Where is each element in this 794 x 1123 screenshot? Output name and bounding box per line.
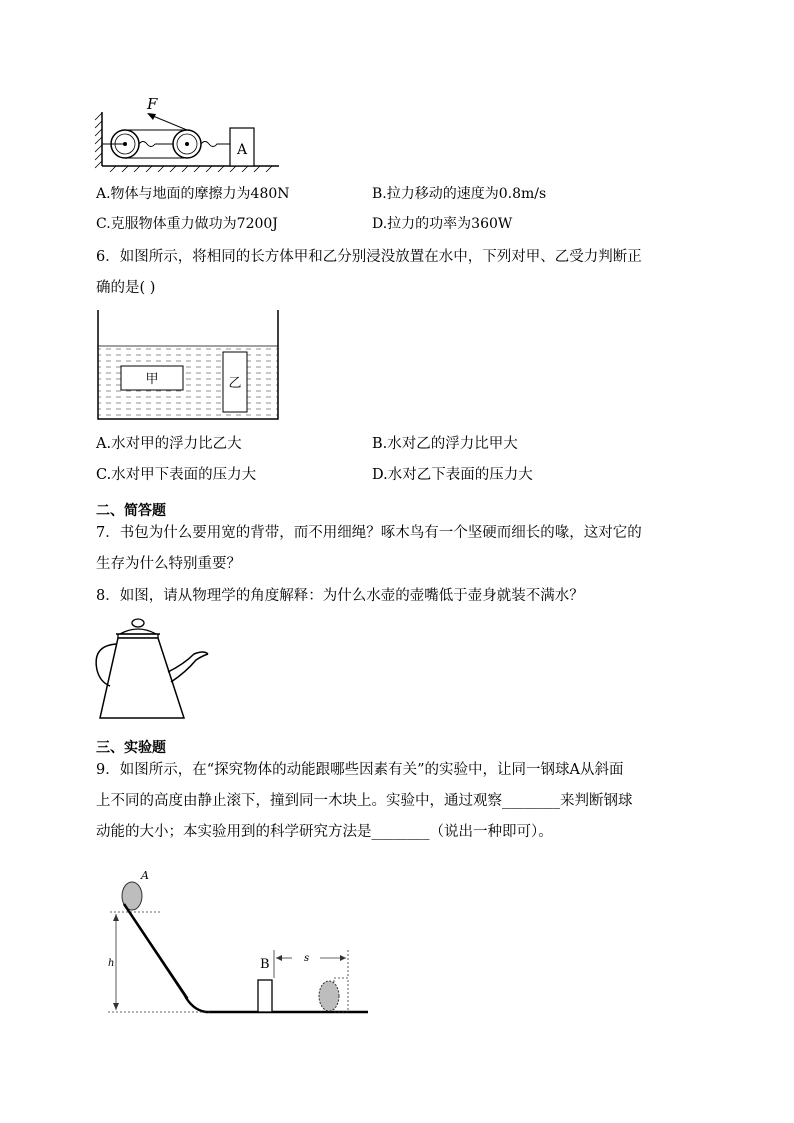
ball-a-label: A [141,869,149,882]
q6-option-a[interactable]: A.水对甲的浮力比乙大 [96,436,242,452]
distance-label: s [304,953,310,964]
q9-line3: 动能的大小；本实验用到的科学研究方法是________（说出一种即可）。 [96,824,553,840]
q9-line2: 上不同的高度由静止滚下，撞到同一木块上。实验中，通过观察________来判断钢球 [96,793,633,809]
q6-option-d[interactable]: D.水对乙下表面的压力大 [372,467,533,483]
q6-stem-line1: 6．如图所示，将相同的长方体甲和乙分别浸没放置在水中，下列对甲、乙受力判断正 [96,249,642,265]
height-label: h [108,958,115,969]
q6-stem-line2: 确的是( ) [96,280,156,296]
ramp-figure [100,866,375,1016]
kettle-figure [92,616,214,724]
block-b-label: B [260,957,270,972]
block-a-label: A [236,142,248,158]
pulley-figure [95,92,285,172]
q5-option-b[interactable]: B.拉力移动的速度为0.8m/s [372,186,547,202]
block-yi-label: 乙 [228,376,242,391]
section-heading-short-answer: 二、简答题 [96,503,166,519]
q9-line1: 9．如图所示，在“探究物体的动能跟哪些因素有关”的实验中，让同一钢球A从斜面 [96,762,624,778]
q6-option-b[interactable]: B.水对乙的浮力比甲大 [372,436,518,452]
q5-option-a[interactable]: A.物体与地面的摩擦力为480N [96,186,290,202]
q8-line1: 8．如图，请从物理学的角度解释：为什么水壶的壶嘴低于壶身就装不满水？ [96,588,584,604]
section-heading-experiment: 三、实验题 [96,740,166,756]
q5-option-c[interactable]: C.克服物体重力做功为7200J [96,216,278,232]
q6-option-c[interactable]: C.水对甲下表面的压力大 [96,467,257,483]
force-label: F [147,95,158,113]
q7-line2: 生存为什么特别重要？ [96,556,241,572]
block-jia-label: 甲 [145,372,159,387]
q5-option-d[interactable]: D.拉力的功率为360W [372,216,513,232]
q7-line1: 7．书包为什么要用宽的背带，而不用细绳？啄木鸟有一个坚硬而细长的喙，这对它的 [96,525,642,541]
water-tank-figure [95,310,281,422]
